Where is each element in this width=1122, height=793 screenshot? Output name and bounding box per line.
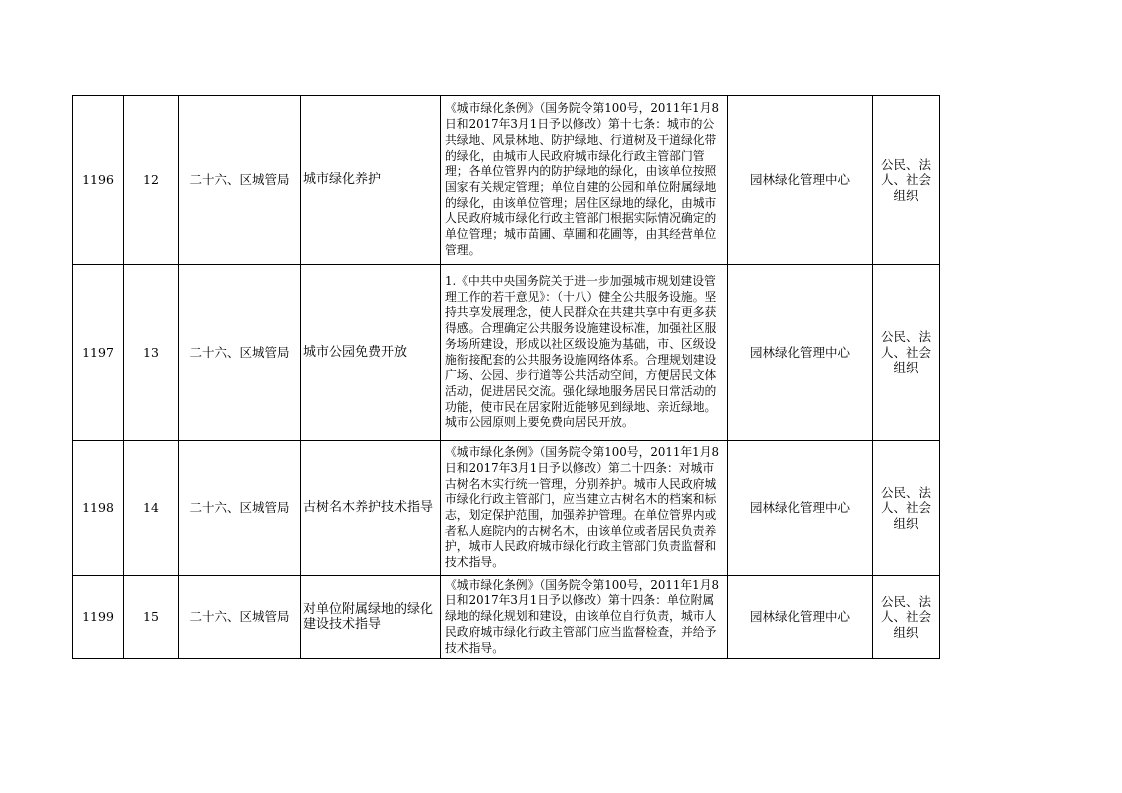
basis-cell: 《城市绿化条例》（国务院令第100号，2011年1月8日和2017年3月1日予以修改）第二十四条：对城市古树名木实行统一管理，分别养护。城市人民政府城市绿化行政主管部门，应当建立古树名木的档案和标志，划定保护范围，加强养护管理。在单位管界内或者私人庭院内的古树名木，由该单位或者居民负责养护，城市人民政府城市绿化行政主管部门负责监督和技术指导。	[441, 441, 728, 576]
basis-cell: 《城市绿化条例》（国务院令第100号，2011年1月8日和2017年3月1日予以修改）第十四条：单位附属绿地的绿化规划和建设，由该单位自行负责，城市人民政府城市绿化行政主管部门应当监督检查，并给予技术指导。	[441, 576, 728, 659]
unit-cell: 园林绿化管理中心	[728, 576, 873, 659]
seq-cell: 1196	[73, 96, 124, 265]
basis-cell: 1.《中共中央国务院关于进一步加强城市规划建设管理工作的若干意见》：（十八）健全公共服务设施。坚持共享发展理念，使人民群众在共建共享中有更多获得感。合理确定公共服务设施建设标准，加强社区服务场所建设，形成以社区级设施为基础，市、区级设施衔接配套的公共服务设施网络体系。合理规划建设广场、公园、步行道等公共活动空间，方便居民文体活动，促进居民交流。强化绿地服务居民日常活动的功能，使市民在居家附近能够见到绿地、亲近绿地。城市公园原则上要免费向居民开放。	[441, 265, 728, 441]
num-cell: 13	[124, 265, 179, 441]
target-cell: 公民、法人、社会组织	[873, 265, 940, 441]
dept-cell: 二十六、区城管局	[179, 576, 301, 659]
item-name-cell: 对单位附属绿地的绿化建设技术指导	[301, 576, 441, 659]
table-row	[73, 576, 940, 659]
num-cell: 15	[124, 576, 179, 659]
dept-cell: 二十六、区城管局	[179, 441, 301, 576]
num-cell: 14	[124, 441, 179, 576]
item-name-cell: 古树名木养护技术指导	[301, 441, 441, 576]
seq-cell: 1199	[73, 576, 124, 659]
service-list-table	[72, 95, 940, 659]
dept-cell: 二十六、区城管局	[179, 265, 301, 441]
target-cell: 公民、法人、社会组织	[873, 441, 940, 576]
unit-cell: 园林绿化管理中心	[728, 96, 873, 265]
table-row	[73, 96, 940, 265]
seq-cell: 1198	[73, 441, 124, 576]
table-row	[73, 265, 940, 441]
num-cell: 12	[124, 96, 179, 265]
table-row	[73, 441, 940, 576]
unit-cell: 园林绿化管理中心	[728, 265, 873, 441]
unit-cell: 园林绿化管理中心	[728, 441, 873, 576]
item-name-cell: 城市公园免费开放	[301, 265, 441, 441]
basis-cell: 《城市绿化条例》（国务院令第100号，2011年1月8日和2017年3月1日予以修改）第十七条：城市的公共绿地、风景林地、防护绿地、行道树及干道绿化带的绿化，由城市人民政府城市绿化行政主管部门管理；各单位管界内的防护绿地的绿化，由该单位按照国家有关规定管理；单位自建的公园和单位附属绿地的绿化，由该单位管理；居住区绿地的绿化，由城市人民政府城市绿化行政主管部门根据实际情况确定的单位管理；城市苗圃、草圃和花圃等，由其经营单位管理。	[441, 96, 728, 265]
dept-cell: 二十六、区城管局	[179, 96, 301, 265]
seq-cell: 1197	[73, 265, 124, 441]
target-cell: 公民、法人、社会组织	[873, 576, 940, 659]
target-cell: 公民、法人、社会组织	[873, 96, 940, 265]
item-name-cell: 城市绿化养护	[301, 96, 441, 265]
